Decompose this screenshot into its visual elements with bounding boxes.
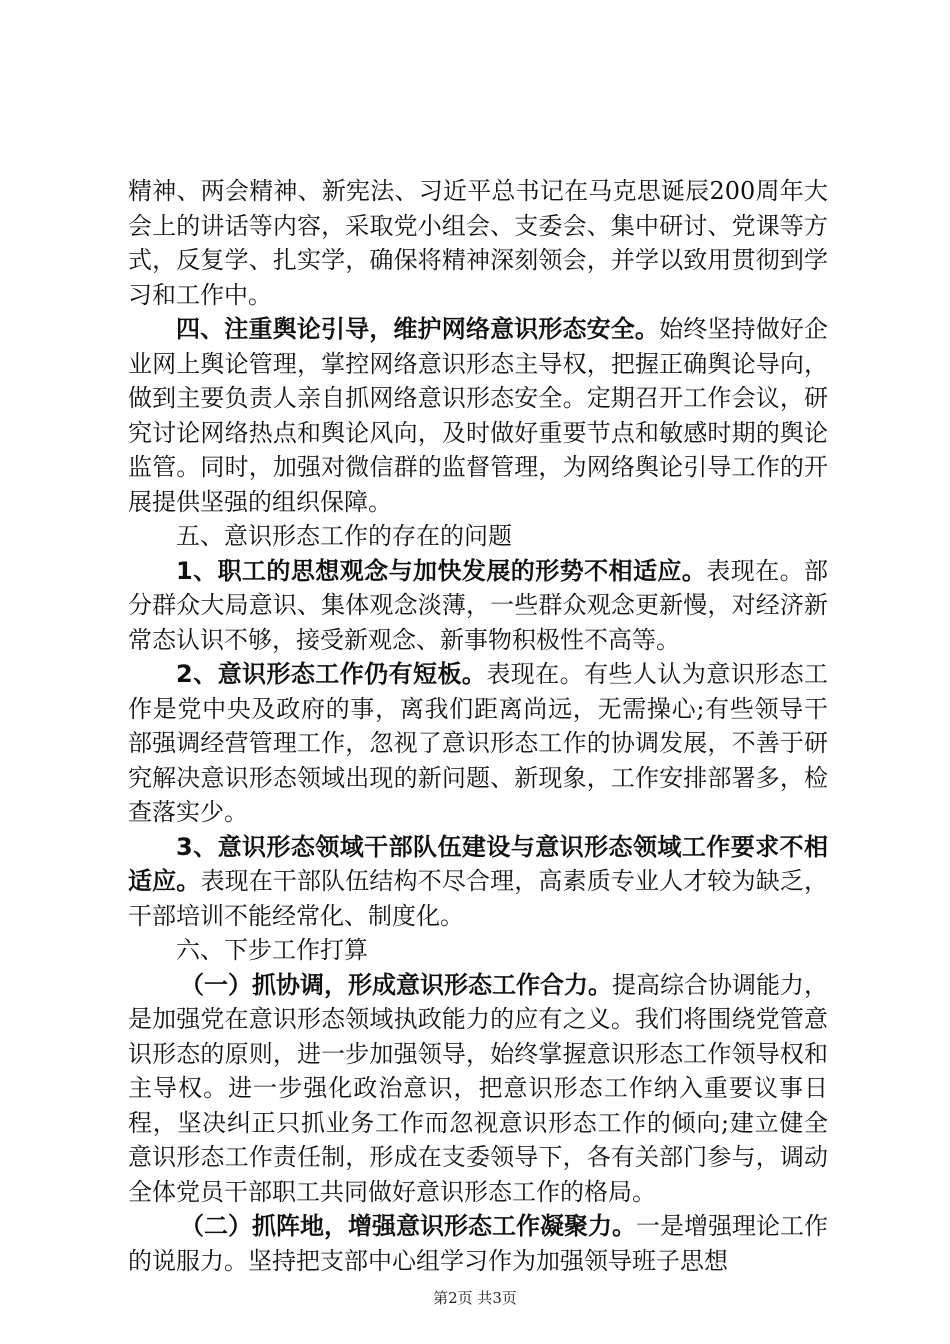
problem-three-lead: 3、意识形态领域干部队伍建设与意识形态领域工作要求不相适应。 bbox=[128, 832, 828, 895]
problem-one-lead: 1、职工的思想观念与加快发展的形势不相适应。 bbox=[176, 556, 707, 585]
problem-one-paragraph bbox=[128, 554, 828, 658]
section-five-heading: 五、意识形态工作的存在的问题 bbox=[176, 522, 512, 550]
plan-one-body: 提高综合协调能力，是加强党在意识形态领域执政能力的应有之义。我们将围绕党管意识形态的原则，进一步加强领导，始终掌握意识形态工作领导权和主导权。进一步强化政治意识，把意识形态工作纳入重要议事日程，坚决纠正只抓业务工作而忽视意识形态工作的倾向;建立健全意识形态工作责任制，形成在支委领导下，各有关部门参与，调动全体党员干部职工共同做好意识形态工作的格局。 bbox=[128, 970, 828, 1206]
plan-two-body: 一是增强理论工作的说服力。坚持把支部中心组学习作为加强领导班子思想 bbox=[128, 1212, 828, 1275]
paragraph-study-text: 精神、两会精神、新宪法、习近平总书记在马克思诞辰200周年大会上的讲话等内容，采取党小组会、支委会、集中研讨、党课等方式，反复学、扎实学，确保将精神深刻领会，并学以致用贯彻到学习和工作中。 bbox=[128, 177, 828, 309]
paragraph-study bbox=[128, 174, 828, 312]
plan-one-paragraph bbox=[128, 968, 828, 1210]
document-page bbox=[128, 174, 828, 1278]
plan-one-lead: （一）抓协调，形成意识形态工作合力。 bbox=[180, 970, 612, 999]
plan-two-lead: （二）抓阵地，增强意识形态工作凝聚力。 bbox=[180, 1212, 636, 1240]
section-six-heading: 六、下步工作打算 bbox=[176, 936, 368, 964]
problem-three-body: 表现在干部队伍结构不尽合理，高素质专业人才较为缺乏，干部培训不能经常化、制度化。 bbox=[128, 867, 829, 930]
section-four-body: 始终坚持做好企业网上舆论管理，掌控网络意识形态主导权，把握正确舆论导向，做到主要负责人亲自抓网络意识形态安全。定期召开工作会议，研究讨论网络热点和舆论风向，及时做好重要节点和敏感时期的舆论监管。同时，加强对微信群的监督管理，为网络舆论引导工作的开展提供坚强的组织保障。 bbox=[128, 315, 829, 516]
problem-three-paragraph bbox=[128, 830, 828, 934]
problem-one-body: 表现在。部分群众大局意识、集体观念淡薄，一些群众观念更新慢，对经济新常态认识不够，接受新观念、新事物积极性不高等。 bbox=[128, 556, 829, 654]
problem-two-body: 表现在。有些人认为意识形态工作是党中央及政府的事，离我们距离尚远，无需操心;有些领导干部强调经营管理工作，忽视了意识形态工作的协调发展，不善于研究解决意识形态领域出现的新问题、新现象，工作安排部署多，检查落实少。 bbox=[128, 660, 829, 826]
paragraph-public-opinion bbox=[128, 312, 828, 519]
page-footer: 第2页 共3页 bbox=[433, 1289, 517, 1307]
section-four-lead: 四、注重舆论引导，维护网络意识形态安全。 bbox=[176, 315, 660, 343]
problem-two-lead: 2、意识形态工作仍有短板。 bbox=[176, 660, 487, 688]
plan-two-paragraph bbox=[128, 1209, 828, 1278]
problem-two-paragraph bbox=[128, 657, 828, 830]
